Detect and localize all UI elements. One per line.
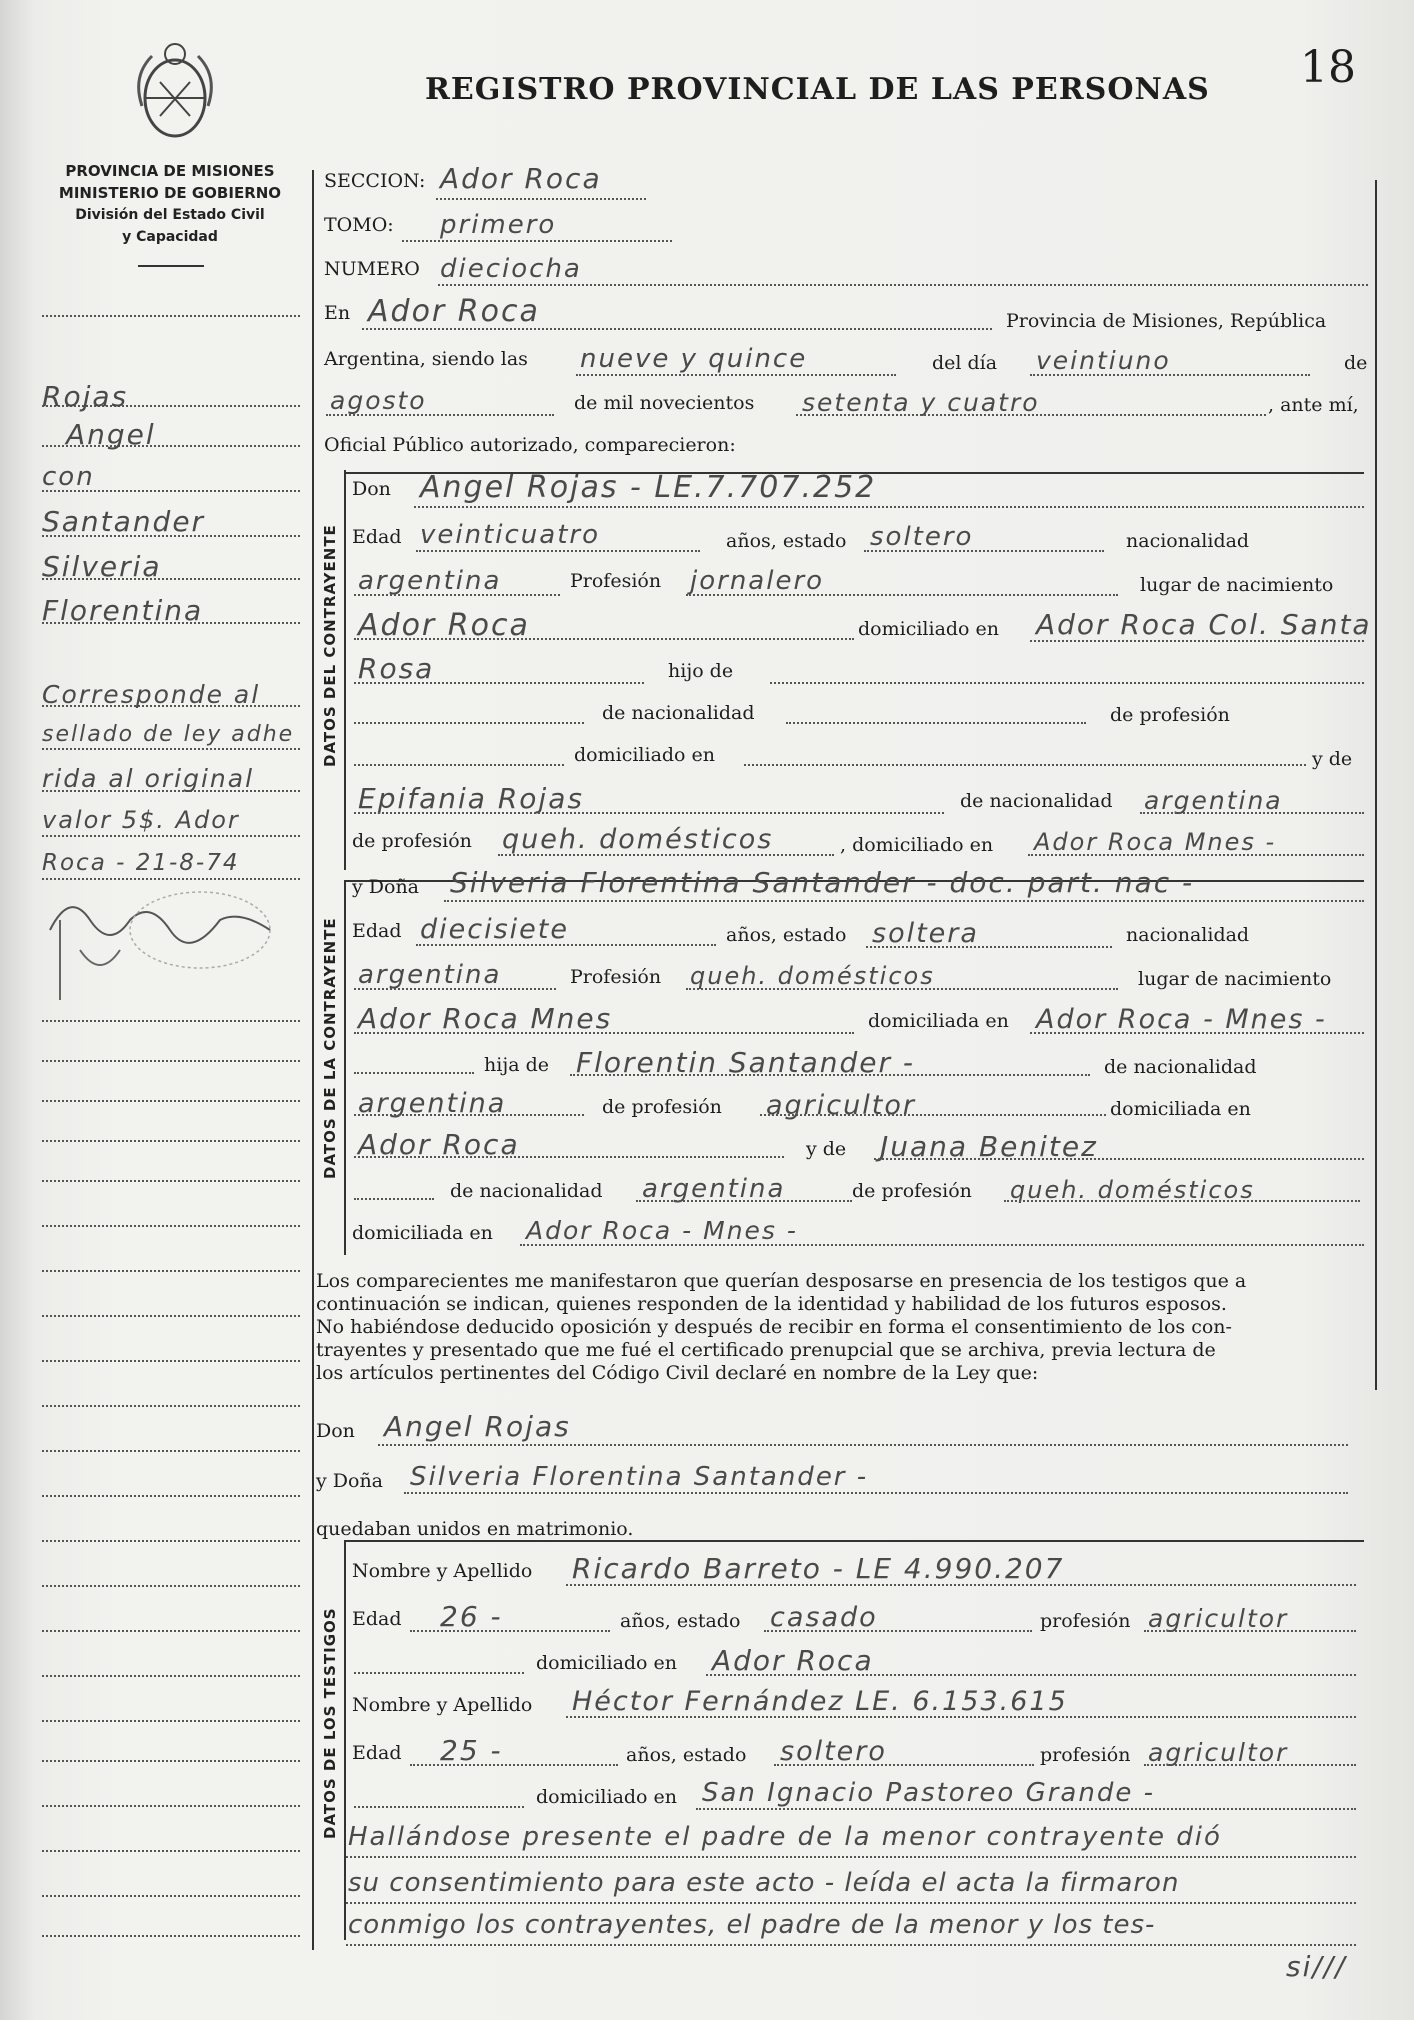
madre-profesion: queh. domésticos [502,824,774,855]
hija-de-label: hija de [484,1054,549,1076]
de-profesion-2-label: de profesión [602,1096,722,1118]
padre-nacionalidad: argentina [358,1088,507,1119]
profesion-2-label: Profesión [570,966,662,988]
declaration-paragraph [316,1270,1356,1385]
margin-stamp-note-4: valor 5$. Ador [42,806,240,834]
madre-nac-2-label: de nacionalidad [450,1180,603,1202]
t2-estado: soltero [780,1736,887,1767]
oficial-text: Oficial Público autorizado, comparecieron: [324,434,736,456]
contrayenta-estado: soltera [872,918,979,949]
margin-signature-icon [40,890,300,1010]
madre-nacionalidad-2: argentina [642,1174,786,1204]
edad-label: Edad [352,526,402,548]
mes-value: agosto [330,386,427,415]
contrayenta-profesion: queh. domésticos [690,962,935,990]
t1-edad: 26 - [440,1600,503,1633]
seccion-label: SECCION: [324,170,426,192]
declaration-line-4: trayentes y presentado que me fué el certificado prenupcial que se archiva, previa lectura de [316,1339,1216,1361]
t2-edad-label: Edad [352,1742,402,1764]
numero-label: NUMERO [324,258,420,280]
edad-2-label: Edad [352,920,402,942]
margin-surname-2: Santander [42,505,206,538]
org-province: PROVINCIA DE MISIONES [65,162,275,180]
de-nacionalidad-label: de nacionalidad [602,702,755,724]
margin-stamp-note-3: rida al original [42,764,255,793]
contrayente-domicilio: Ador Roca Col. Santa [1036,608,1372,641]
del-dia-label: del día [932,352,998,374]
anos-estado-label: años, estado [726,530,847,552]
margin-stamp-note-1: Corresponde al [42,680,261,709]
profesion-label: Profesión [570,570,662,592]
don-label: Don [352,478,391,500]
y-de-label: y de [1312,748,1353,770]
side-label-testigos: DATOS DE LOS TESTIGOS [321,1607,339,1839]
numero-value: dieciocha [440,254,582,284]
folio-number: 18 [1300,42,1356,93]
contrayente-profesion: jornalero [690,566,825,596]
tomo-value: primero [440,210,557,240]
side-label-contrayente: DATOS DEL CONTRAYENTE [321,524,339,767]
t2-profesion-label: profesión [1040,1744,1131,1766]
t2-dom-label: domiciliado en [536,1786,678,1808]
de-profesion-label: de profesión [1110,704,1230,726]
contrayente-nacionalidad: argentina [358,566,502,596]
contrayente-estado: soltero [870,522,974,552]
margin-stamp-note-2: sellado de ley adhe [42,722,295,747]
t1-dom-label: domiciliado en [536,1652,678,1674]
side-label-contrayenta: DATOS DE LA CONTRAYENTE [321,917,339,1179]
madre-domicilio: Ador Roca Mnes - [1034,828,1277,856]
declaration-line-5: los artículos pertinentes del Código Civil declaré en nombre de la Ley que: [316,1362,1039,1384]
contrayente-edad: veinticuatro [420,520,600,550]
observation-line-2: su consentimiento para este acto - leída el acta la firmaron [348,1868,1180,1898]
contrayenta-domicilio: Ador Roca - Mnes - [1036,1004,1327,1035]
contrayente-madre: Epifania Rojas [358,782,584,815]
de-mil-label: de mil novecientos [574,392,755,414]
t1-anos-estado-label: años, estado [620,1610,741,1632]
hijo-de-label: hijo de [668,660,734,682]
coat-of-arms-icon [132,36,218,146]
hora-value: nueve y quince [580,344,808,374]
org-ministry: MINISTERIO DE GOBIERNO [58,184,282,202]
contrayente-name: Angel Rojas - LE.7.707.252 [420,470,877,505]
madre-profesion-2: queh. domésticos [1010,1176,1255,1204]
nacionalidad-2-label: nacionalidad [1126,924,1250,946]
decl-don-label: Don [316,1420,355,1442]
t2-edad: 25 - [440,1734,503,1767]
contrayenta-lugar: Ador Roca Mnes [358,1002,613,1035]
contrayenta-padre: Florentin Santander - [576,1046,915,1079]
declaration-line-2: continuación se indican, quienes responden de la identidad y habilidad de los futuros esposos. [316,1293,1227,1315]
contrayente-lugar: Ador Roca [358,608,530,643]
org-capacity: y Capacidad [122,229,218,245]
contrayenta-name: Silveria Florentina Santander - doc. part. nac - [450,866,1195,899]
t1-edad-label: Edad [352,1608,402,1630]
t1-nombre: Ricardo Barreto - LE 4.990.207 [572,1552,1065,1585]
decl-dona-value: Silveria Florentina Santander - [410,1462,869,1492]
declaration-line-1: Los comparecientes me manifestaron que querían desposarse en presencia de los testigos que a [316,1270,1247,1292]
en-label: En [324,302,351,324]
domiciliada-label: domiciliada en [868,1010,1009,1032]
dona-label: y Doña [352,876,420,898]
seccion-value: Ador Roca [440,162,602,195]
page-title: REGISTRO PROVINCIAL DE LAS PERSONAS [425,72,1210,107]
argentina-text: Argentina, siendo las [324,348,528,370]
unidos-text: quedaban unidos en matrimonio. [316,1518,634,1540]
continues-mark: si/// [1286,1950,1347,1983]
observation-line-1: Hallándose presente el padre de la menor contrayente dió [348,1822,1222,1852]
tomo-label: TOMO: [324,214,394,236]
margin-con: con [42,462,95,492]
decl-don-value: Angel Rojas [384,1410,571,1443]
t1-estado: casado [770,1602,878,1633]
de-nacionalidad-2-label: de nacionalidad [1104,1056,1257,1078]
anio-value: setenta y cuatro [802,388,1040,417]
t2-nombre-label: Nombre y Apellido [352,1694,533,1716]
observation-line-3: conmigo los contrayentes, el padre de la menor y los tes- [348,1910,1156,1940]
ante-mi-label: , ante mí, [1268,394,1359,416]
t2-anos-estado-label: años, estado [626,1744,747,1766]
domiciliada-en-2-label: domiciliada en [1110,1098,1251,1120]
lugar-2-label: lugar de nacimiento [1138,968,1332,990]
lugar-label: lugar de nacimiento [1140,574,1334,596]
t1-profesion-label: profesión [1040,1610,1131,1632]
madre-nac-label: de nacionalidad [960,790,1113,812]
margin-name-2: Silveria [42,550,162,583]
madre-prof-2-label: de profesión [852,1180,972,1202]
nacionalidad-label: nacionalidad [1126,530,1250,552]
margin-name-3: Florentina [42,594,204,627]
domiciliado-label: domiciliado en [858,618,1000,640]
province-text: Provincia de Misiones, República [1006,310,1327,332]
contrayenta-edad: diecisiete [420,914,569,945]
contrayenta-madre: Juana Benitez [880,1130,1098,1163]
declaration-line-3: No habiéndose deducido oposición y después de recibir en forma el consentimiento de los con- [316,1316,1232,1338]
madre-dom-label: , domiciliado en [840,834,994,856]
t1-domicilio: Ador Roca [712,1644,874,1677]
t2-domicilio: San Ignacio Pastoreo Grande - [702,1778,1155,1808]
decl-dona-label: y Doña [316,1470,384,1492]
padre-profesion: agricultor [766,1090,916,1121]
t2-nombre: Héctor Fernández LE. 6.153.615 [572,1686,1068,1717]
contrayente-domicilio-2: Rosa [358,652,435,685]
domiciliado-en-2-label: domiciliado en [574,744,716,766]
madre-domicilio-2: Ador Roca - Mnes - [526,1216,798,1245]
t1-profesion: agricultor [1148,1604,1289,1633]
padre-domicilio: Ador Roca [358,1128,520,1161]
org-division: División del Estado Civil [75,207,265,223]
anos-estado-2-label: años, estado [726,924,847,946]
madre-prof-label: de profesión [352,830,472,852]
madre-dom-2-label: domiciliada en [352,1222,493,1244]
de-label: de [1344,352,1368,374]
madre-nacionalidad: argentina [1144,786,1283,815]
en-value: Ador Roca [368,294,540,329]
contrayenta-nacionalidad: argentina [358,960,502,990]
margin-stamp-note-5: Roca - 21-8-74 [42,850,240,876]
t1-nombre-label: Nombre y Apellido [352,1560,533,1582]
dia-value: veintiuno [1036,346,1171,375]
margin-name: Angel [66,418,156,451]
t2-profesion: agricultor [1148,1738,1289,1767]
margin-surname: Rojas [42,380,129,413]
y-de-2-label: y de [806,1138,847,1160]
